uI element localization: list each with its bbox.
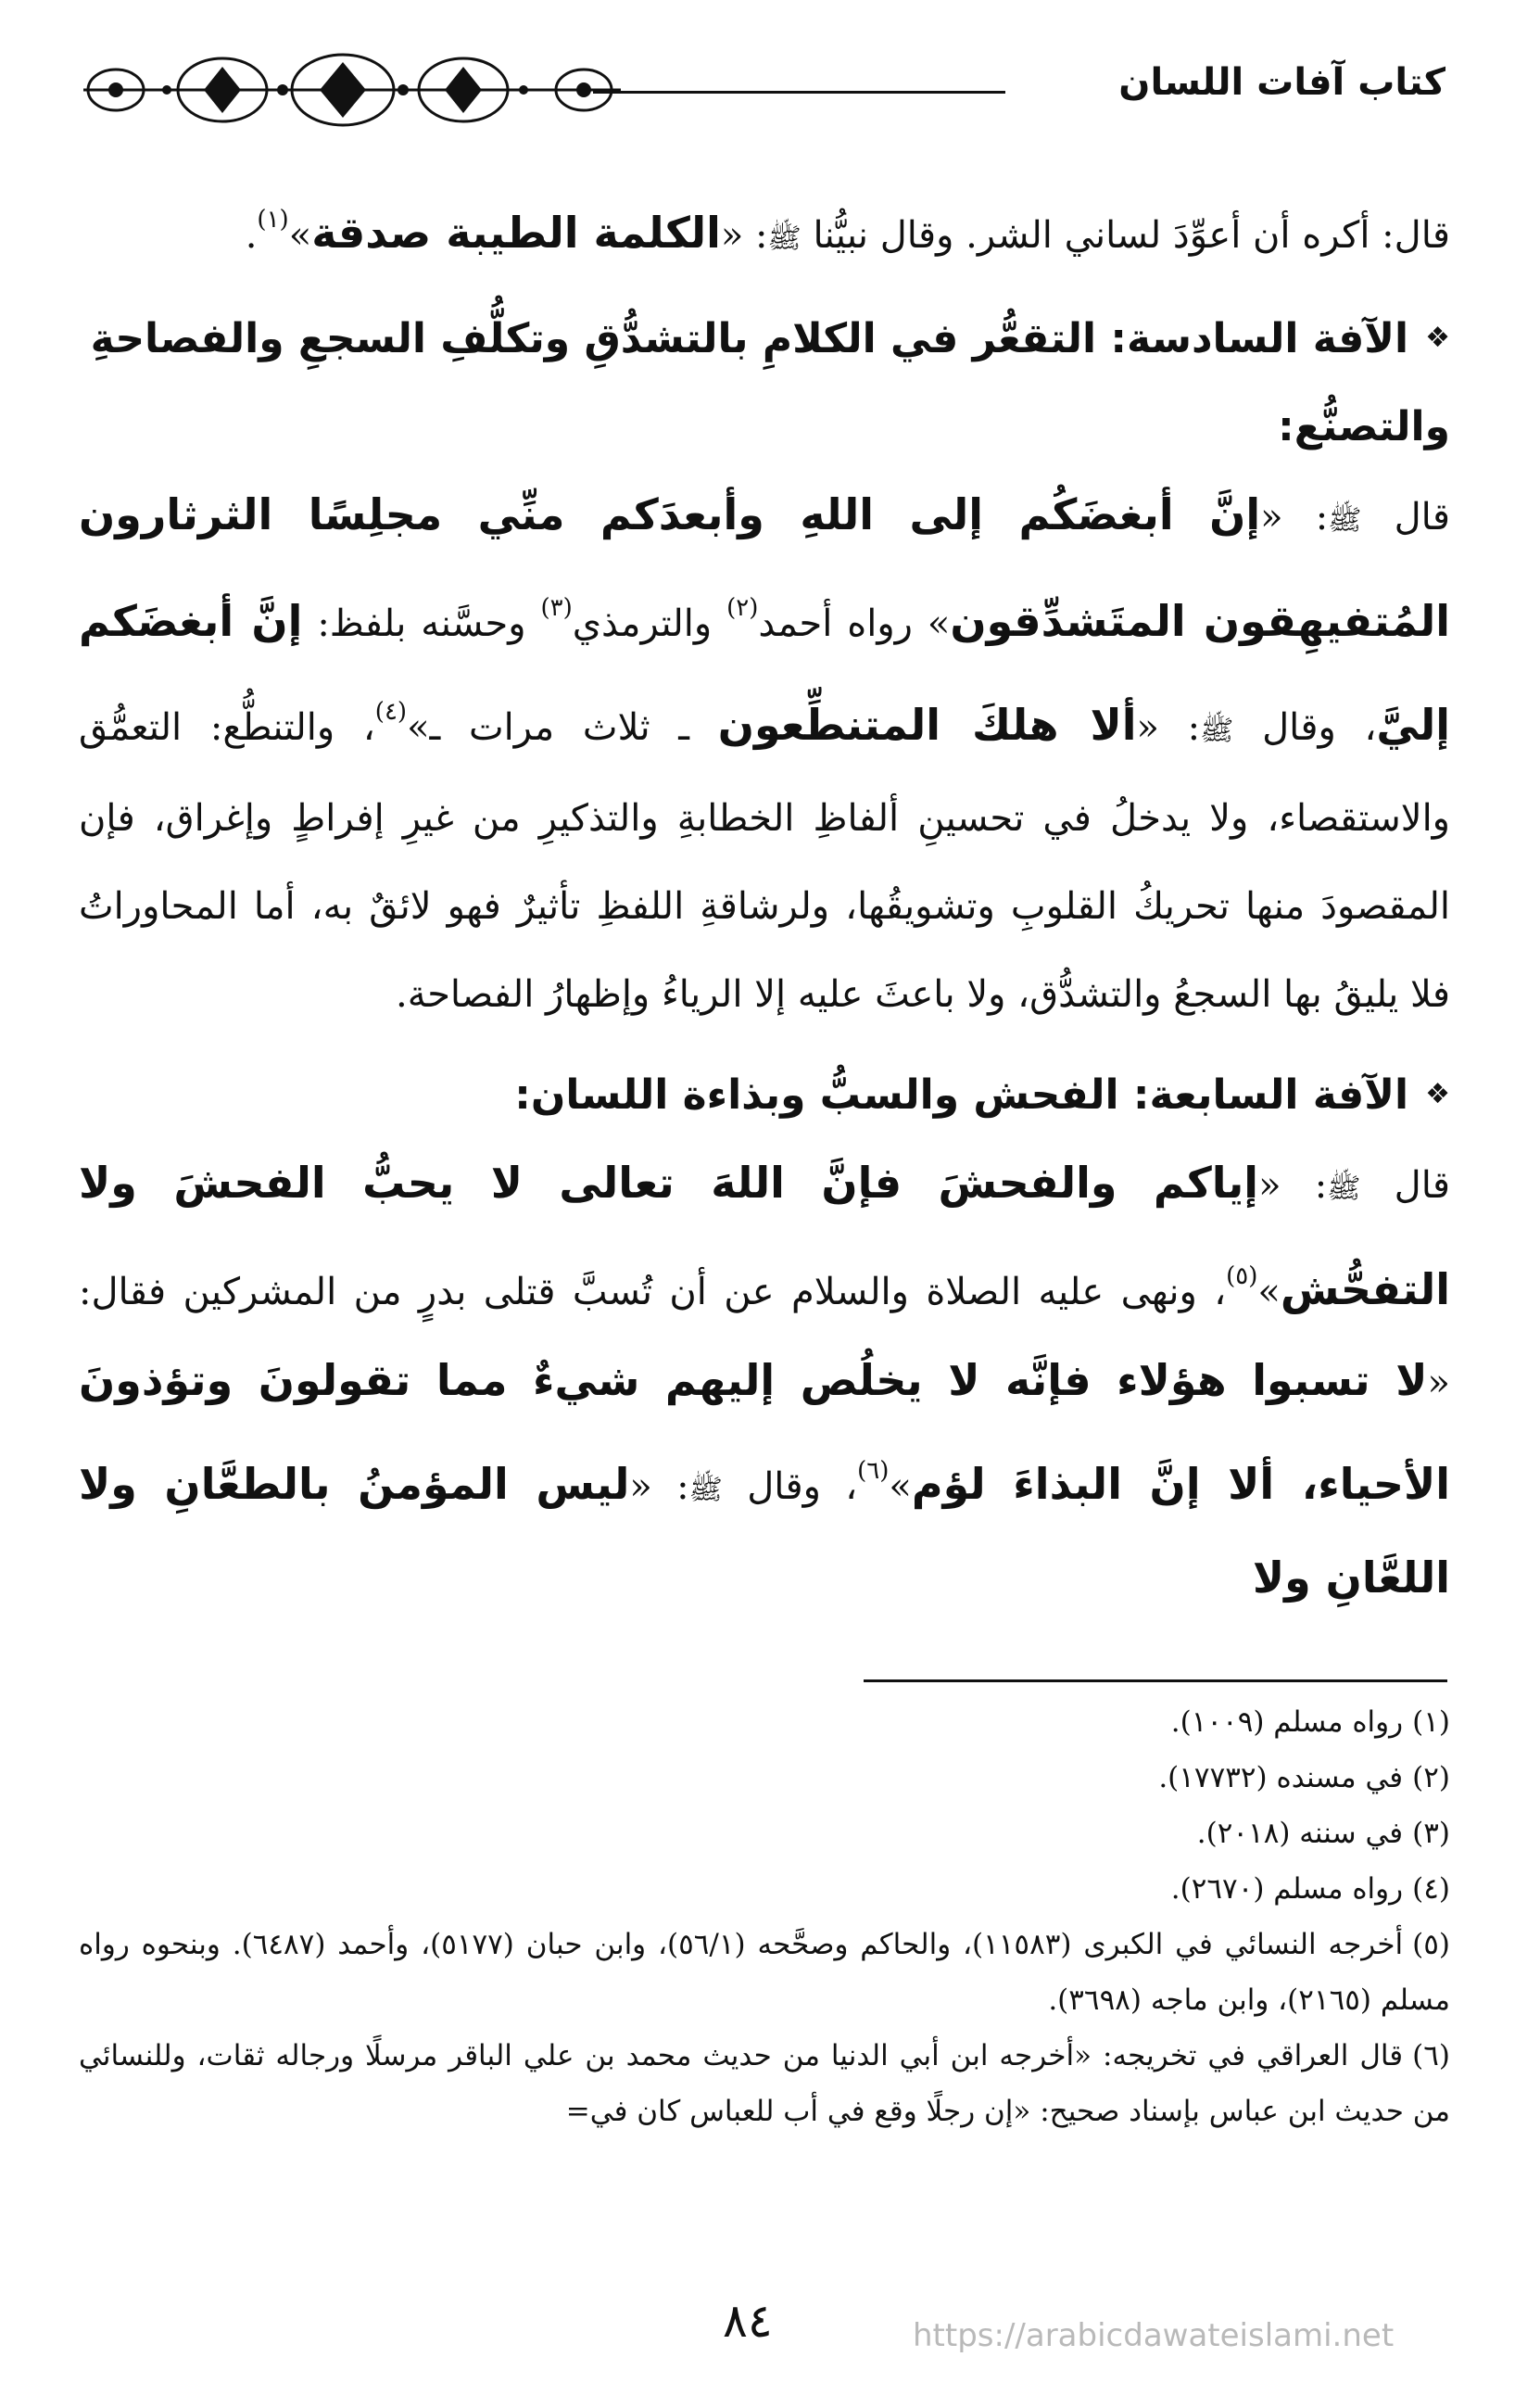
- paragraph-6: قال ﷺ: «إنَّ أبغضَكُم إلى اللهِ وأبعدَكم منِّي مجلِسًا الثرثارون المُتفيهِقون المتَشدِّقون» رواه أحمد$^{(٢)}$ والترمذي$^{(٣)}$ وحسَّنه بلفظ: إنَّ أبغضَكم إليَّ، وقال ﷺ: «ألا هلكَ المتنطِّعون ـ ثلاث مرات ـ»$^{(٤)}$، والتنطُّع: التعمُّق والاستقصاء، ولا يدخلُ في تحسينِ ألفاظِ الخطابةِ والتذكيرِ من غيرِ إفراطٍ وإغراق، فإن المقصودَ منها تحريكُ القلوبِ وتشويقُها، ولرشاقةِ اللفظِ تأثيرٌ فهو لائقٌ به، أما المحاوراتُ فلا يليقُ بها السجعُ والتشدُّق، ولا باعثَ عليه إلا الرياءُ وإظهارُ الفصاحة.: [79, 489, 1451, 1016]
- hadith-quote: لا تسبوا هؤلاء فإنَّه لا يخلُص إليهم شيءٌ مما تقولونَ وتؤذونَ الأحياء، ألا إنَّ البذاءَ لؤم: [79, 1355, 1451, 1509]
- footnote-5: (٥)أخرجه النسائي في الكبرى (١١٥٨٣)، والحاكم وصحَّحه (٥٦/١)، وابن حبان (٥١٧٧)، وأحمد (٦٤٨٧). وبنحوه رواه مسلم (٢١٦٥)، وابن ماجه (٣٦٩٨).: [79, 1928, 1451, 2017]
- watermark-url: https://arabicdawateislami.net: [913, 2317, 1395, 2354]
- blessing-glyph: ﷺ: [1328, 504, 1362, 537]
- blessing-glyph: ﷺ: [1200, 715, 1234, 747]
- hadith-quote: ألا هلكَ المتنطِّعون: [717, 700, 1137, 750]
- footnote-6: (٦)قال العراقي في تخريجه: «أخرجه ابن أبي الدنيا من حديث محمد بن علي الباقر مرسلًا ورجاله ثقات، وللنسائي من حديث ابن عباس بإسناد صحيح: «إن رجلًا وقع في أب للعباس كان في=: [79, 2039, 1450, 2128]
- footnote-ref: (٣): [540, 594, 573, 622]
- main-text: [79, 176, 1450, 1625]
- section-heading-6: ❖الآفة السادسة: التقعُّر في الكلامِ بالتشدُّقِ وتكلُّفِ السجعِ والفصاحةِ والتصنُّع:: [90, 315, 1450, 450]
- section-heading-7: ❖الآفة السابعة: الفحش والسبُّ وبذاءة اللسان:: [514, 1071, 1450, 1119]
- footnote-4: (٤)رواه مسلم (٢٦٧٠).: [1170, 1872, 1450, 1906]
- footnote-3: (٣)في سننه (٢٠١٨).: [1196, 1817, 1450, 1850]
- blessing-glyph: ﷺ: [688, 1474, 723, 1506]
- hadith-quote: إياكم والفحشَ فإنَّ اللهَ تعالى لا يحبُّ الفحشَ ولا التفحُّش: [79, 1158, 1450, 1314]
- footnote-2: (٢)في مسنده (١٧٧٣٢).: [1158, 1761, 1450, 1794]
- hadith-quote: ليس المؤمنُ بالطعَّانِ ولا اللعَّانِ ولا: [79, 1459, 1450, 1603]
- footnotes: [79, 1694, 1450, 2139]
- hadith-quote: إنَّ أبغضَكم إليَّ: [79, 596, 1451, 750]
- footnote-ref: (٦): [857, 1457, 890, 1485]
- paragraph-intro: قال: أكره أن أعوِّدَ لساني الشر. وقال نبيُّنا ﷺ: «الكلمة الطيبة صدقة»$^{(١)}$.: [245, 206, 1450, 258]
- footnote-1: (١)رواه مسلم (١٠٠٩).: [1170, 1705, 1450, 1739]
- paragraph-7: قال ﷺ: «إياكم والفحشَ فإنَّ اللهَ تعالى لا يحبُّ الفحشَ ولا التفحُّش»$^{(٥)}$، ونهى عليه الصلاة والسلام عن أن تُسبَّ قتلى بدرٍ من المشركين فقال: «لا تسبوا هؤلاء فإنَّه لا يخلُص إليهم شيءٌ مما تقولونَ وتؤذونَ الأحياء، ألا إنَّ البذاءَ لؤم»$^{(٦)}$، وقال ﷺ: «ليس المؤمنُ بالطعَّانِ ولا اللعَّانِ ولا: [79, 1158, 1451, 1603]
- hadith-quote: الكلمة الطيبة صدقة: [311, 208, 721, 258]
- blessing-glyph: ﷺ: [1327, 1172, 1361, 1205]
- bullet-icon: ❖: [1425, 1078, 1450, 1110]
- footnote-ref: (٢): [726, 594, 759, 622]
- ornament-icon: [65, 48, 639, 132]
- running-header: [65, 35, 1445, 146]
- page-number: ٨٤: [723, 2294, 773, 2348]
- blessing-glyph: ﷺ: [767, 222, 802, 255]
- footnote-rule: [864, 1679, 1447, 1682]
- footnote-ref: (١): [257, 206, 289, 234]
- footnote-ref: (٤): [374, 698, 408, 726]
- book-title: كتاب آفات اللسان: [1118, 61, 1445, 104]
- hadith-quote: إنَّ أبغضَكُم إلى اللهِ وأبعدَكم منِّي مجلِسًا الثرثارون المُتفيهِقون المتَشدِّقون: [79, 489, 1450, 646]
- footnote-ref: (٥): [1226, 1262, 1258, 1290]
- header-rule: [593, 91, 1005, 94]
- bullet-icon: ❖: [1425, 322, 1450, 354]
